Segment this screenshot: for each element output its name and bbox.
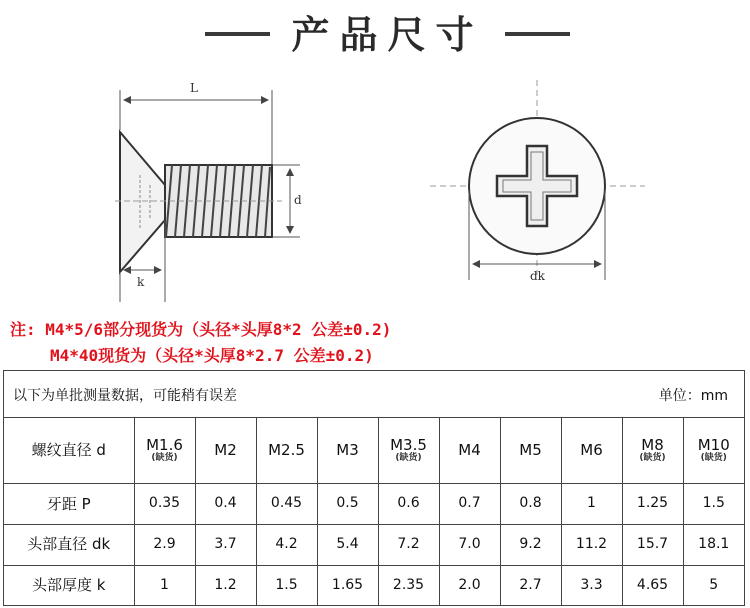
dimension-table: [3, 370, 745, 606]
stock-status: (缺货): [700, 453, 727, 464]
screw-drawing: [0, 70, 750, 310]
table-cell: 1.65: [317, 565, 378, 605]
size-cell: [500, 418, 561, 483]
size-cell: [256, 418, 317, 483]
table-cell: 0.8: [500, 483, 561, 524]
table-cell: 18.1: [683, 524, 744, 565]
size-name: M2.5: [268, 441, 305, 460]
table-cell: 0.35: [134, 483, 195, 524]
label-d: d: [294, 193, 302, 207]
table-cell: 1.25: [622, 483, 683, 524]
table-cell: 11.2: [561, 524, 622, 565]
screw-top-view: [430, 80, 645, 275]
title-rule-right: [505, 32, 570, 36]
label-k: k: [137, 275, 145, 289]
size-cell: [439, 418, 500, 483]
table-caption: 以下为单批测量数据，可能稍有误差: [13, 388, 237, 404]
table-cell: 7.2: [378, 524, 439, 565]
table-cell: 2.35: [378, 565, 439, 605]
table-cell: 9.2: [500, 524, 561, 565]
table-cell: 3.7: [195, 524, 256, 565]
size-cell: [683, 418, 744, 483]
stock-note-1: 注: M4*5/6部分现货为（头径*头厚8*2 公差±0.2): [10, 320, 392, 339]
length-dimension: [120, 81, 272, 165]
row-label: 头部直径 dk: [4, 524, 134, 565]
size-cell: [378, 418, 439, 483]
table-cell: 7.0: [439, 524, 500, 565]
stock-note-2: M4*40现货为（头径*头厚8*2.7 公差±0.2): [50, 346, 374, 365]
size-name: M8: [641, 435, 664, 454]
row-label: 螺纹直径 d: [4, 418, 134, 483]
unit-label: 单位：mm: [658, 388, 728, 404]
table-cell: 1: [134, 565, 195, 605]
size-cell: [195, 418, 256, 483]
table-cell: 2.0: [439, 565, 500, 605]
size-name: M3.5: [390, 435, 427, 454]
title-area: [0, 0, 750, 70]
size-cell: [134, 418, 195, 483]
spec-table: [4, 418, 744, 605]
table-cell: 0.5: [317, 483, 378, 524]
size-name: M10: [697, 435, 730, 454]
size-cell: [561, 418, 622, 483]
table-row-head-diameter: [4, 524, 744, 565]
table-cell: 0.7: [439, 483, 500, 524]
table-row-head-thickness: [4, 565, 744, 605]
table-cell: 5: [683, 565, 744, 605]
size-name: M1.6: [146, 435, 183, 454]
table-cell: 2.7: [500, 565, 561, 605]
label-dk: dk: [530, 269, 545, 283]
table-caption-bar: [4, 371, 744, 418]
table-row-pitch: [4, 483, 744, 524]
table-cell: 1.2: [195, 565, 256, 605]
table-cell: 5.4: [317, 524, 378, 565]
stock-status: (缺货): [151, 453, 178, 464]
screw-side-view: [115, 132, 282, 272]
table-cell: 1.5: [683, 483, 744, 524]
size-name: M5: [519, 441, 542, 460]
table-cell: 15.7: [622, 524, 683, 565]
table-cell: 4.65: [622, 565, 683, 605]
stock-status: (缺货): [639, 453, 666, 464]
table-row-thread-diameter: [4, 418, 744, 483]
row-label: 牙距 P: [4, 483, 134, 524]
size-name: M6: [580, 441, 603, 460]
table-cell: 4.2: [256, 524, 317, 565]
table-cell: 0.4: [195, 483, 256, 524]
title-rule-left: [205, 32, 270, 36]
stock-status: (缺货): [395, 453, 422, 464]
row-label: 头部厚度 k: [4, 565, 134, 605]
size-name: M2: [214, 441, 237, 460]
table-cell: 1.5: [256, 565, 317, 605]
size-name: M4: [458, 441, 481, 460]
size-cell: [317, 418, 378, 483]
table-cell: 0.45: [256, 483, 317, 524]
page-title: 产品尺寸: [291, 13, 484, 57]
label-L: L: [190, 81, 198, 95]
table-cell: 2.9: [134, 524, 195, 565]
table-cell: 0.6: [378, 483, 439, 524]
table-cell: 3.3: [561, 565, 622, 605]
size-cell: [622, 418, 683, 483]
table-cell: 1: [561, 483, 622, 524]
diameter-dimension: [272, 165, 302, 237]
size-name: M3: [336, 441, 359, 460]
